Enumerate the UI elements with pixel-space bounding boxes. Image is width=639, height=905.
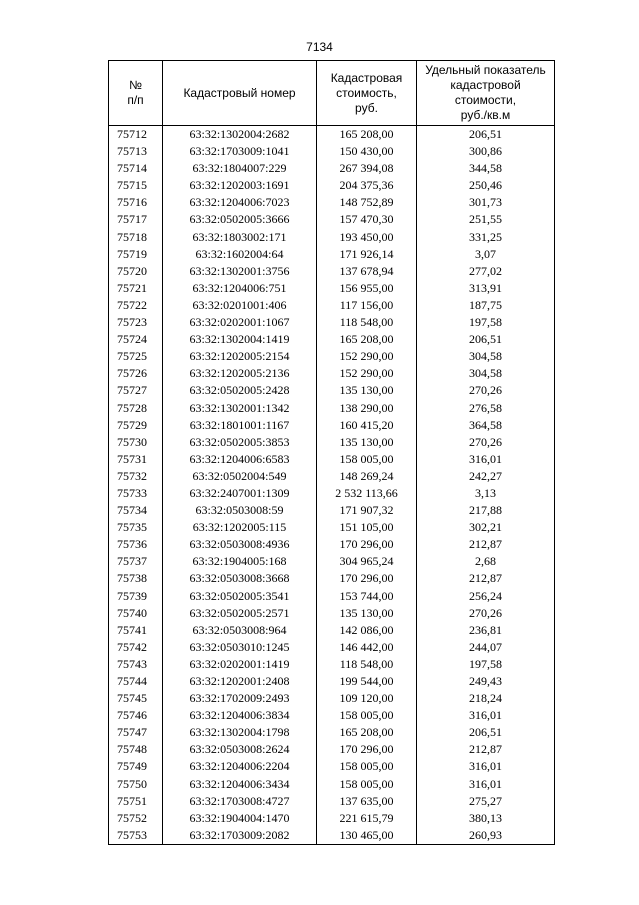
cadastral-number: 63:32:0201001:406 — [163, 297, 317, 314]
specific-value: 2,68 — [417, 553, 555, 570]
specific-value: 344,58 — [417, 160, 555, 177]
cadastral-value: 150 430,00 — [317, 143, 417, 160]
cadastral-value: 165 208,00 — [317, 126, 417, 144]
table-row — [109, 588, 555, 605]
table-row — [109, 724, 555, 741]
specific-value: 244,07 — [417, 639, 555, 656]
row-index: 75735 — [109, 519, 163, 536]
specific-value: 197,58 — [417, 314, 555, 331]
cadastral-number: 63:32:0502005:2428 — [163, 382, 317, 399]
row-index: 75743 — [109, 656, 163, 673]
table-header — [109, 61, 555, 126]
header-line: Удельный показатель — [425, 63, 546, 77]
table-row — [109, 690, 555, 707]
specific-value: 270,26 — [417, 382, 555, 399]
table-row — [109, 434, 555, 451]
cadastral-number: 63:32:1703009:2082 — [163, 827, 317, 845]
specific-value: 316,01 — [417, 776, 555, 793]
cadastral-number: 63:32:1801001:1167 — [163, 417, 317, 434]
row-index: 75719 — [109, 246, 163, 263]
table-row — [109, 810, 555, 827]
cadastral-value: 304 965,24 — [317, 553, 417, 570]
cadastral-number: 63:32:0503010:1245 — [163, 639, 317, 656]
cadastral-number: 63:32:0202001:1419 — [163, 656, 317, 673]
cadastral-value: 138 290,00 — [317, 400, 417, 417]
header-specific-value — [417, 61, 555, 126]
row-index: 75744 — [109, 673, 163, 690]
cadastral-value: 199 544,00 — [317, 673, 417, 690]
cadastral-number: 63:32:0502004:549 — [163, 468, 317, 485]
specific-value: 316,01 — [417, 451, 555, 468]
table-row — [109, 707, 555, 724]
cadastral-value: 137 678,94 — [317, 263, 417, 280]
row-index: 75717 — [109, 211, 163, 228]
specific-value: 276,58 — [417, 400, 555, 417]
cadastral-number: 63:32:1703009:1041 — [163, 143, 317, 160]
cadastral-number: 63:32:1904004:1470 — [163, 810, 317, 827]
header-cadastral-value — [317, 61, 417, 126]
table-row — [109, 229, 555, 246]
specific-value: 212,87 — [417, 536, 555, 553]
cadastral-number: 63:32:0503008:4936 — [163, 536, 317, 553]
row-index: 75713 — [109, 143, 163, 160]
cadastral-number: 63:32:0503008:964 — [163, 622, 317, 639]
specific-value: 212,87 — [417, 570, 555, 587]
cadastral-value: 130 465,00 — [317, 827, 417, 845]
cadastral-number: 63:32:1202005:2136 — [163, 365, 317, 382]
table-row — [109, 365, 555, 382]
table-row — [109, 605, 555, 622]
specific-value: 304,58 — [417, 348, 555, 365]
specific-value: 217,88 — [417, 502, 555, 519]
table-row — [109, 246, 555, 263]
cadastral-value: 148 269,24 — [317, 468, 417, 485]
cadastral-number: 63:32:1202005:115 — [163, 519, 317, 536]
cadastral-number: 63:32:1204006:751 — [163, 280, 317, 297]
cadastral-value: 171 926,14 — [317, 246, 417, 263]
cadastral-number: 63:32:1302004:2682 — [163, 126, 317, 144]
table-row — [109, 741, 555, 758]
table-row — [109, 211, 555, 228]
table-row — [109, 656, 555, 673]
specific-value: 206,51 — [417, 331, 555, 348]
specific-value: 212,87 — [417, 741, 555, 758]
cadastral-number: 63:32:0502005:3666 — [163, 211, 317, 228]
cadastral-table — [108, 60, 555, 845]
cadastral-value: 204 375,36 — [317, 177, 417, 194]
cadastral-number: 63:32:1204006:6583 — [163, 451, 317, 468]
header-line: Кадастровый номер — [183, 85, 296, 100]
cadastral-value: 135 130,00 — [317, 605, 417, 622]
specific-value: 313,91 — [417, 280, 555, 297]
cadastral-number: 63:32:0202001:1067 — [163, 314, 317, 331]
cadastral-value: 148 752,89 — [317, 194, 417, 211]
table-row — [109, 622, 555, 639]
cadastral-value: 153 744,00 — [317, 588, 417, 605]
row-index: 75721 — [109, 280, 163, 297]
specific-value: 250,46 — [417, 177, 555, 194]
specific-value: 242,27 — [417, 468, 555, 485]
row-index: 75726 — [109, 365, 163, 382]
cadastral-number: 63:32:1204006:3434 — [163, 776, 317, 793]
table-row — [109, 793, 555, 810]
row-index: 75749 — [109, 758, 163, 775]
header-line: стоимости, — [454, 93, 517, 107]
cadastral-number: 63:32:1302004:1798 — [163, 724, 317, 741]
table-row — [109, 570, 555, 587]
cadastral-value: 137 635,00 — [317, 793, 417, 810]
table-row — [109, 143, 555, 160]
table-row — [109, 314, 555, 331]
cadastral-number: 63:32:1202005:2154 — [163, 348, 317, 365]
header-cadastral-number — [163, 61, 317, 126]
cadastral-value: 160 415,20 — [317, 417, 417, 434]
cadastral-number: 63:32:1302001:1342 — [163, 400, 317, 417]
row-index: 75730 — [109, 434, 163, 451]
table-row — [109, 468, 555, 485]
cadastral-value: 117 156,00 — [317, 297, 417, 314]
cadastral-value: 158 005,00 — [317, 451, 417, 468]
cadastral-number: 63:32:0503008:59 — [163, 502, 317, 519]
row-index: 75715 — [109, 177, 163, 194]
table-row — [109, 400, 555, 417]
row-index: 75720 — [109, 263, 163, 280]
cadastral-number: 63:32:0503008:2624 — [163, 741, 317, 758]
cadastral-number: 63:32:1204006:2204 — [163, 758, 317, 775]
table-row — [109, 263, 555, 280]
row-index: 75738 — [109, 570, 163, 587]
specific-value: 316,01 — [417, 758, 555, 775]
cadastral-value: 170 296,00 — [317, 741, 417, 758]
specific-value: 270,26 — [417, 605, 555, 622]
cadastral-value: 109 120,00 — [317, 690, 417, 707]
cadastral-number: 63:32:1204006:7023 — [163, 194, 317, 211]
cadastral-value: 118 548,00 — [317, 656, 417, 673]
row-index: 75728 — [109, 400, 163, 417]
cadastral-value: 152 290,00 — [317, 365, 417, 382]
cadastral-number: 63:32:0503008:3668 — [163, 570, 317, 587]
table-row — [109, 758, 555, 775]
cadastral-number: 63:32:1202001:2408 — [163, 673, 317, 690]
row-index: 75746 — [109, 707, 163, 724]
specific-value: 3,13 — [417, 485, 555, 502]
cadastral-number: 63:32:1202003:1691 — [163, 177, 317, 194]
table-row — [109, 827, 555, 845]
header-line: п/п — [127, 93, 144, 107]
specific-value: 236,81 — [417, 622, 555, 639]
specific-value: 256,24 — [417, 588, 555, 605]
cadastral-value: 135 130,00 — [317, 382, 417, 399]
cadastral-value: 170 296,00 — [317, 570, 417, 587]
cadastral-value: 142 086,00 — [317, 622, 417, 639]
row-index: 75734 — [109, 502, 163, 519]
cadastral-value: 165 208,00 — [317, 724, 417, 741]
specific-value: 300,86 — [417, 143, 555, 160]
cadastral-number: 63:32:2407001:1309 — [163, 485, 317, 502]
header-line: № — [129, 78, 142, 92]
row-index: 75752 — [109, 810, 163, 827]
specific-value: 302,21 — [417, 519, 555, 536]
header-line: стоимость, — [336, 85, 397, 100]
row-index: 75731 — [109, 451, 163, 468]
header-line: руб. — [355, 100, 378, 115]
table-row — [109, 348, 555, 365]
row-index: 75742 — [109, 639, 163, 656]
row-index: 75737 — [109, 553, 163, 570]
cadastral-number: 63:32:0502005:2571 — [163, 605, 317, 622]
cadastral-value: 152 290,00 — [317, 348, 417, 365]
table-row — [109, 297, 555, 314]
row-index: 75724 — [109, 331, 163, 348]
cadastral-value: 267 394,08 — [317, 160, 417, 177]
cadastral-number: 63:32:0502005:3541 — [163, 588, 317, 605]
table-row — [109, 126, 555, 144]
cadastral-number: 63:32:1602004:64 — [163, 246, 317, 263]
specific-value: 206,51 — [417, 724, 555, 741]
cadastral-value: 118 548,00 — [317, 314, 417, 331]
cadastral-value: 221 615,79 — [317, 810, 417, 827]
specific-value: 270,26 — [417, 434, 555, 451]
header-index — [109, 61, 163, 126]
table-row — [109, 553, 555, 570]
row-index: 75751 — [109, 793, 163, 810]
cadastral-value: 165 208,00 — [317, 331, 417, 348]
specific-value: 251,55 — [417, 211, 555, 228]
specific-value: 187,75 — [417, 297, 555, 314]
cadastral-value: 146 442,00 — [317, 639, 417, 656]
table-row — [109, 160, 555, 177]
specific-value: 277,02 — [417, 263, 555, 280]
table-row — [109, 776, 555, 793]
table-body — [109, 126, 555, 845]
row-index: 75747 — [109, 724, 163, 741]
specific-value: 3,07 — [417, 246, 555, 263]
cadastral-value: 151 105,00 — [317, 519, 417, 536]
row-index: 75723 — [109, 314, 163, 331]
row-index: 75753 — [109, 827, 163, 845]
table-row — [109, 536, 555, 553]
row-index: 75741 — [109, 622, 163, 639]
cadastral-value: 171 907,32 — [317, 502, 417, 519]
row-index: 75732 — [109, 468, 163, 485]
row-index: 75725 — [109, 348, 163, 365]
row-index: 75736 — [109, 536, 163, 553]
specific-value: 249,43 — [417, 673, 555, 690]
page-number: 7134 — [306, 40, 333, 54]
cadastral-value: 157 470,30 — [317, 211, 417, 228]
row-index: 75714 — [109, 160, 163, 177]
row-index: 75716 — [109, 194, 163, 211]
row-index: 75733 — [109, 485, 163, 502]
cadastral-number: 63:32:1302004:1419 — [163, 331, 317, 348]
specific-value: 364,58 — [417, 417, 555, 434]
specific-value: 197,58 — [417, 656, 555, 673]
cadastral-value: 135 130,00 — [317, 434, 417, 451]
cadastral-number: 63:32:1204006:3834 — [163, 707, 317, 724]
table-row — [109, 519, 555, 536]
specific-value: 301,73 — [417, 194, 555, 211]
header-line: Кадастровая — [330, 70, 403, 85]
cadastral-value: 156 955,00 — [317, 280, 417, 297]
row-index: 75729 — [109, 417, 163, 434]
cadastral-value: 2 532 113,66 — [317, 485, 417, 502]
table-row — [109, 331, 555, 348]
specific-value: 304,58 — [417, 365, 555, 382]
cadastral-number: 63:32:0502005:3853 — [163, 434, 317, 451]
cadastral-number: 63:32:1803002:171 — [163, 229, 317, 246]
row-index: 75739 — [109, 588, 163, 605]
cadastral-value: 158 005,00 — [317, 707, 417, 724]
cadastral-number: 63:32:1703008:4727 — [163, 793, 317, 810]
cadastral-number: 63:32:1904005:168 — [163, 553, 317, 570]
specific-value: 206,51 — [417, 126, 555, 144]
row-index: 75745 — [109, 690, 163, 707]
table-row — [109, 485, 555, 502]
table-row — [109, 417, 555, 434]
cadastral-number: 63:32:1702009:2493 — [163, 690, 317, 707]
row-index: 75750 — [109, 776, 163, 793]
cadastral-number: 63:32:1804007:229 — [163, 160, 317, 177]
specific-value: 218,24 — [417, 690, 555, 707]
specific-value: 331,25 — [417, 229, 555, 246]
row-index: 75718 — [109, 229, 163, 246]
row-index: 75727 — [109, 382, 163, 399]
specific-value: 275,27 — [417, 793, 555, 810]
table-row — [109, 639, 555, 656]
cadastral-value: 193 450,00 — [317, 229, 417, 246]
row-index: 75748 — [109, 741, 163, 758]
table-row — [109, 382, 555, 399]
cadastral-number: 63:32:1302001:3756 — [163, 263, 317, 280]
table-row — [109, 194, 555, 211]
cadastral-value: 158 005,00 — [317, 758, 417, 775]
table-row — [109, 673, 555, 690]
header-line: руб./кв.м — [460, 108, 511, 122]
specific-value: 316,01 — [417, 707, 555, 724]
cadastral-value: 158 005,00 — [317, 776, 417, 793]
table-row — [109, 502, 555, 519]
specific-value: 260,93 — [417, 827, 555, 845]
specific-value: 380,13 — [417, 810, 555, 827]
table-row — [109, 280, 555, 297]
table-row — [109, 451, 555, 468]
cadastral-value: 170 296,00 — [317, 536, 417, 553]
row-index: 75740 — [109, 605, 163, 622]
row-index: 75722 — [109, 297, 163, 314]
table-row — [109, 177, 555, 194]
row-index: 75712 — [109, 126, 163, 144]
header-line: кадастровой — [450, 78, 521, 92]
